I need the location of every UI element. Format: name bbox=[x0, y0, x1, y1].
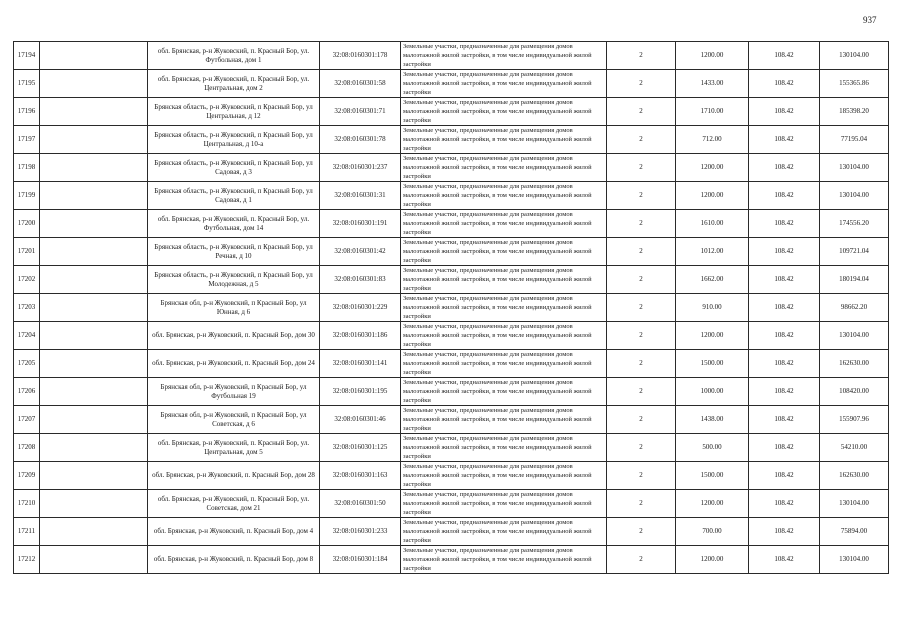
specific-value-cell: 108.42 bbox=[749, 434, 820, 462]
area-cell: 712.00 bbox=[676, 126, 749, 154]
cadastral-value-cell: 130104.00 bbox=[820, 154, 889, 182]
cadastral-number-cell: 32:08:0160301:184 bbox=[320, 546, 401, 574]
cadastral-number-cell: 32:08:0160301:191 bbox=[320, 210, 401, 238]
specific-value-cell: 108.42 bbox=[749, 294, 820, 322]
address-cell: Брянская область, р-н Жуковский, п Красный Бор, ул Центральная, д 10-а bbox=[148, 126, 320, 154]
specific-value-cell: 108.42 bbox=[749, 126, 820, 154]
area-cell: 1000.00 bbox=[676, 378, 749, 406]
address-cell: обл. Брянская, р-н Жуковский, п. Красный Бор, дом 24 bbox=[148, 350, 320, 378]
address-cell: Брянская область, р-н Жуковский, п Красный Бор, ул Садовая, д 3 bbox=[148, 154, 320, 182]
table-row bbox=[14, 210, 889, 238]
area-cell: 1200.00 bbox=[676, 546, 749, 574]
category-cell: 2 bbox=[607, 238, 676, 266]
table-row bbox=[14, 98, 889, 126]
area-cell: 1200.00 bbox=[676, 182, 749, 210]
empty-cell bbox=[40, 518, 148, 546]
record-number-cell: 17204 bbox=[14, 322, 40, 350]
record-number-cell: 17202 bbox=[14, 266, 40, 294]
cadastral-number-cell: 32:08:0160301:233 bbox=[320, 518, 401, 546]
address-cell: Брянская область, р-н Жуковский, п Красный Бор, ул Садовая, д 1 bbox=[148, 182, 320, 210]
category-cell: 2 bbox=[607, 322, 676, 350]
specific-value-cell: 108.42 bbox=[749, 490, 820, 518]
empty-cell bbox=[40, 294, 148, 322]
land-use-cell: Земельные участки, предназначенные для размещения домов малоэтажной жилой застройки, в том числе индивидуальной жилой застройки bbox=[401, 42, 607, 70]
category-cell: 2 bbox=[607, 210, 676, 238]
land-use-cell: Земельные участки, предназначенные для размещения домов малоэтажной жилой застройки, в том числе индивидуальной жилой застройки bbox=[401, 210, 607, 238]
cadastral-value-cell: 54210.00 bbox=[820, 434, 889, 462]
cadastral-value-cell: 108420.00 bbox=[820, 378, 889, 406]
land-use-cell: Земельные участки, предназначенные для размещения домов малоэтажной жилой застройки, в том числе индивидуальной жилой застройки bbox=[401, 266, 607, 294]
empty-cell bbox=[40, 210, 148, 238]
cadastral-value-cell: 77195.04 bbox=[820, 126, 889, 154]
cadastral-value-cell: 162630.00 bbox=[820, 350, 889, 378]
empty-cell bbox=[40, 350, 148, 378]
category-cell: 2 bbox=[607, 182, 676, 210]
category-cell: 2 bbox=[607, 462, 676, 490]
specific-value-cell: 108.42 bbox=[749, 42, 820, 70]
category-cell: 2 bbox=[607, 406, 676, 434]
cadastral-value-cell: 130104.00 bbox=[820, 546, 889, 574]
empty-cell bbox=[40, 490, 148, 518]
cadastral-number-cell: 32:08:0160301:237 bbox=[320, 154, 401, 182]
table-row bbox=[14, 406, 889, 434]
address-cell: обл. Брянская, р-н Жуковский, п. Красный Бор, дом 28 bbox=[148, 462, 320, 490]
empty-cell bbox=[40, 266, 148, 294]
land-use-cell: Земельные участки, предназначенные для размещения домов малоэтажной жилой застройки, в том числе индивидуальной жилой застройки bbox=[401, 350, 607, 378]
record-number-cell: 17200 bbox=[14, 210, 40, 238]
cadastral-value-cell: 155907.96 bbox=[820, 406, 889, 434]
table-row bbox=[14, 238, 889, 266]
record-number-cell: 17210 bbox=[14, 490, 40, 518]
empty-cell bbox=[40, 322, 148, 350]
land-use-cell: Земельные участки, предназначенные для размещения домов малоэтажной жилой застройки, в том числе индивидуальной жилой застройки bbox=[401, 182, 607, 210]
record-number-cell: 17212 bbox=[14, 546, 40, 574]
area-cell: 1662.00 bbox=[676, 266, 749, 294]
land-use-cell: Земельные участки, предназначенные для размещения домов малоэтажной жилой застройки, в том числе индивидуальной жилой застройки bbox=[401, 238, 607, 266]
address-cell: Брянская область, р-н Жуковский, п Красный Бор, ул Речная, д 10 bbox=[148, 238, 320, 266]
table-row bbox=[14, 322, 889, 350]
category-cell: 2 bbox=[607, 546, 676, 574]
category-cell: 2 bbox=[607, 266, 676, 294]
cadastral-number-cell: 32:08:0160301:125 bbox=[320, 434, 401, 462]
cadastral-number-cell: 32:08:0160301:195 bbox=[320, 378, 401, 406]
cadastral-number-cell: 32:08:0160301:78 bbox=[320, 126, 401, 154]
address-cell: обл. Брянская, р-н Жуковский, п. Красный Бор, ул. Советская, дом 21 bbox=[148, 490, 320, 518]
cadastral-number-cell: 32:08:0160301:31 bbox=[320, 182, 401, 210]
address-cell: обл. Брянская, р-н Жуковский, п. Красный Бор, ул. Центральная, дом 5 bbox=[148, 434, 320, 462]
specific-value-cell: 108.42 bbox=[749, 98, 820, 126]
specific-value-cell: 108.42 bbox=[749, 322, 820, 350]
area-cell: 1438.00 bbox=[676, 406, 749, 434]
category-cell: 2 bbox=[607, 98, 676, 126]
category-cell: 2 bbox=[607, 126, 676, 154]
cadastral-number-cell: 32:08:0160301:141 bbox=[320, 350, 401, 378]
table-row bbox=[14, 294, 889, 322]
cadastral-value-table bbox=[13, 41, 889, 574]
address-cell: обл. Брянская, р-н Жуковский, п. Красный Бор, дом 4 bbox=[148, 518, 320, 546]
table-row bbox=[14, 378, 889, 406]
table-row bbox=[14, 42, 889, 70]
land-use-cell: Земельные участки, предназначенные для размещения домов малоэтажной жилой застройки, в том числе индивидуальной жилой застройки bbox=[401, 70, 607, 98]
record-number-cell: 17205 bbox=[14, 350, 40, 378]
specific-value-cell: 108.42 bbox=[749, 266, 820, 294]
table-row bbox=[14, 182, 889, 210]
category-cell: 2 bbox=[607, 434, 676, 462]
record-number-cell: 17197 bbox=[14, 126, 40, 154]
cadastral-value-cell: 130104.00 bbox=[820, 182, 889, 210]
cadastral-number-cell: 32:08:0160301:186 bbox=[320, 322, 401, 350]
record-number-cell: 17203 bbox=[14, 294, 40, 322]
area-cell: 1433.00 bbox=[676, 70, 749, 98]
empty-cell bbox=[40, 126, 148, 154]
table-row bbox=[14, 126, 889, 154]
address-cell: обл. Брянская, р-н Жуковский, п. Красный Бор, ул. Центральная, дом 2 bbox=[148, 70, 320, 98]
area-cell: 1200.00 bbox=[676, 154, 749, 182]
address-cell: Брянская обл, р-н Жуковский, п Красный Бор, ул Юнная, д 6 bbox=[148, 294, 320, 322]
empty-cell bbox=[40, 182, 148, 210]
area-cell: 1200.00 bbox=[676, 490, 749, 518]
land-use-cell: Земельные участки, предназначенные для размещения домов малоэтажной жилой застройки, в том числе индивидуальной жилой застройки bbox=[401, 98, 607, 126]
specific-value-cell: 108.42 bbox=[749, 546, 820, 574]
land-use-cell: Земельные участки, предназначенные для размещения домов малоэтажной жилой застройки, в том числе индивидуальной жилой застройки bbox=[401, 154, 607, 182]
specific-value-cell: 108.42 bbox=[749, 462, 820, 490]
area-cell: 910.00 bbox=[676, 294, 749, 322]
cadastral-number-cell: 32:08:0160301:229 bbox=[320, 294, 401, 322]
cadastral-value-cell: 75894.00 bbox=[820, 518, 889, 546]
table-row bbox=[14, 518, 889, 546]
record-number-cell: 17208 bbox=[14, 434, 40, 462]
cadastral-number-cell: 32:08:0160301:50 bbox=[320, 490, 401, 518]
address-cell: обл. Брянская, р-н Жуковский, п. Красный Бор, ул. Футбольная, дом 14 bbox=[148, 210, 320, 238]
cadastral-value-cell: 130104.00 bbox=[820, 322, 889, 350]
table-row bbox=[14, 434, 889, 462]
empty-cell bbox=[40, 42, 148, 70]
table-row bbox=[14, 154, 889, 182]
land-use-cell: Земельные участки, предназначенные для размещения домов малоэтажной жилой застройки, в том числе индивидуальной жилой застройки bbox=[401, 322, 607, 350]
specific-value-cell: 108.42 bbox=[749, 210, 820, 238]
land-use-cell: Земельные участки, предназначенные для размещения домов малоэтажной жилой застройки, в том числе индивидуальной жилой застройки bbox=[401, 126, 607, 154]
address-cell: Брянская область, р-н Жуковский, п Красный Бор, ул Молодежная, д 5 bbox=[148, 266, 320, 294]
record-number-cell: 17198 bbox=[14, 154, 40, 182]
cadastral-number-cell: 32:08:0160301:42 bbox=[320, 238, 401, 266]
page-number: 937 bbox=[863, 15, 877, 25]
table-row bbox=[14, 462, 889, 490]
empty-cell bbox=[40, 98, 148, 126]
record-number-cell: 17195 bbox=[14, 70, 40, 98]
cadastral-number-cell: 32:08:0160301:178 bbox=[320, 42, 401, 70]
empty-cell bbox=[40, 462, 148, 490]
record-number-cell: 17209 bbox=[14, 462, 40, 490]
land-use-cell: Земельные участки, предназначенные для размещения домов малоэтажной жилой застройки, в том числе индивидуальной жилой застройки bbox=[401, 462, 607, 490]
specific-value-cell: 108.42 bbox=[749, 70, 820, 98]
cadastral-number-cell: 32:08:0160301:58 bbox=[320, 70, 401, 98]
cadastral-value-cell: 155365.86 bbox=[820, 70, 889, 98]
empty-cell bbox=[40, 434, 148, 462]
table-row bbox=[14, 70, 889, 98]
cadastral-number-cell: 32:08:0160301:83 bbox=[320, 266, 401, 294]
table-row bbox=[14, 350, 889, 378]
land-use-cell: Земельные участки, предназначенные для размещения домов малоэтажной жилой застройки, в том числе индивидуальной жилой застройки bbox=[401, 490, 607, 518]
record-number-cell: 17207 bbox=[14, 406, 40, 434]
cadastral-value-cell: 174556.20 bbox=[820, 210, 889, 238]
record-number-cell: 17194 bbox=[14, 42, 40, 70]
cadastral-value-cell: 98662.20 bbox=[820, 294, 889, 322]
area-cell: 1012.00 bbox=[676, 238, 749, 266]
area-cell: 1200.00 bbox=[676, 42, 749, 70]
specific-value-cell: 108.42 bbox=[749, 238, 820, 266]
specific-value-cell: 108.42 bbox=[749, 378, 820, 406]
table-row bbox=[14, 266, 889, 294]
cadastral-value-cell: 180194.04 bbox=[820, 266, 889, 294]
address-cell: обл. Брянская, р-н Жуковский, п. Красный Бор, дом 8 bbox=[148, 546, 320, 574]
area-cell: 1200.00 bbox=[676, 322, 749, 350]
area-cell: 1500.00 bbox=[676, 350, 749, 378]
cadastral-number-cell: 32:08:0160301:71 bbox=[320, 98, 401, 126]
area-cell: 500.00 bbox=[676, 434, 749, 462]
land-use-cell: Земельные участки, предназначенные для размещения домов малоэтажной жилой застройки, в том числе индивидуальной жилой застройки bbox=[401, 434, 607, 462]
area-cell: 1610.00 bbox=[676, 210, 749, 238]
specific-value-cell: 108.42 bbox=[749, 406, 820, 434]
land-use-cell: Земельные участки, предназначенные для размещения домов малоэтажной жилой застройки, в том числе индивидуальной жилой застройки bbox=[401, 378, 607, 406]
land-use-cell: Земельные участки, предназначенные для размещения домов малоэтажной жилой застройки, в том числе индивидуальной жилой застройки bbox=[401, 406, 607, 434]
category-cell: 2 bbox=[607, 42, 676, 70]
cadastral-value-cell: 162630.00 bbox=[820, 462, 889, 490]
record-number-cell: 17206 bbox=[14, 378, 40, 406]
category-cell: 2 bbox=[607, 154, 676, 182]
specific-value-cell: 108.42 bbox=[749, 350, 820, 378]
category-cell: 2 bbox=[607, 378, 676, 406]
land-use-cell: Земельные участки, предназначенные для размещения домов малоэтажной жилой застройки, в том числе индивидуальной жилой застройки bbox=[401, 546, 607, 574]
record-number-cell: 17196 bbox=[14, 98, 40, 126]
area-cell: 1500.00 bbox=[676, 462, 749, 490]
cadastral-value-cell: 185398.20 bbox=[820, 98, 889, 126]
empty-cell bbox=[40, 546, 148, 574]
address-cell: обл. Брянская, р-н Жуковский, п. Красный Бор, дом 30 bbox=[148, 322, 320, 350]
empty-cell bbox=[40, 406, 148, 434]
specific-value-cell: 108.42 bbox=[749, 154, 820, 182]
cadastral-value-cell: 130104.00 bbox=[820, 490, 889, 518]
cadastral-value-cell: 109721.04 bbox=[820, 238, 889, 266]
specific-value-cell: 108.42 bbox=[749, 182, 820, 210]
land-use-cell: Земельные участки, предназначенные для размещения домов малоэтажной жилой застройки, в том числе индивидуальной жилой застройки bbox=[401, 294, 607, 322]
record-number-cell: 17211 bbox=[14, 518, 40, 546]
cadastral-number-cell: 32:08:0160301:163 bbox=[320, 462, 401, 490]
address-cell: Брянская обл, р-н Жуковский, п Красный Бор, ул Советская, д 6 bbox=[148, 406, 320, 434]
cadastral-number-cell: 32:08:0160301:46 bbox=[320, 406, 401, 434]
empty-cell bbox=[40, 238, 148, 266]
empty-cell bbox=[40, 378, 148, 406]
category-cell: 2 bbox=[607, 350, 676, 378]
record-number-cell: 17199 bbox=[14, 182, 40, 210]
record-number-cell: 17201 bbox=[14, 238, 40, 266]
table-row bbox=[14, 490, 889, 518]
table-row bbox=[14, 546, 889, 574]
address-cell: Брянская обл, р-н Жуковский, п Красный Бор, ул Футбольная 19 bbox=[148, 378, 320, 406]
category-cell: 2 bbox=[607, 294, 676, 322]
address-cell: Брянская область, р-н Жуковский, п Красный Бор, ул Центральная, д 12 bbox=[148, 98, 320, 126]
specific-value-cell: 108.42 bbox=[749, 518, 820, 546]
area-cell: 1710.00 bbox=[676, 98, 749, 126]
area-cell: 700.00 bbox=[676, 518, 749, 546]
empty-cell bbox=[40, 154, 148, 182]
address-cell: обл. Брянская, р-н Жуковский, п. Красный Бор, ул. Футбольная, дом 1 bbox=[148, 42, 320, 70]
category-cell: 2 bbox=[607, 490, 676, 518]
empty-cell bbox=[40, 70, 148, 98]
category-cell: 2 bbox=[607, 518, 676, 546]
land-use-cell: Земельные участки, предназначенные для размещения домов малоэтажной жилой застройки, в том числе индивидуальной жилой застройки bbox=[401, 518, 607, 546]
category-cell: 2 bbox=[607, 70, 676, 98]
table-body bbox=[14, 42, 889, 574]
cadastral-value-cell: 130104.00 bbox=[820, 42, 889, 70]
